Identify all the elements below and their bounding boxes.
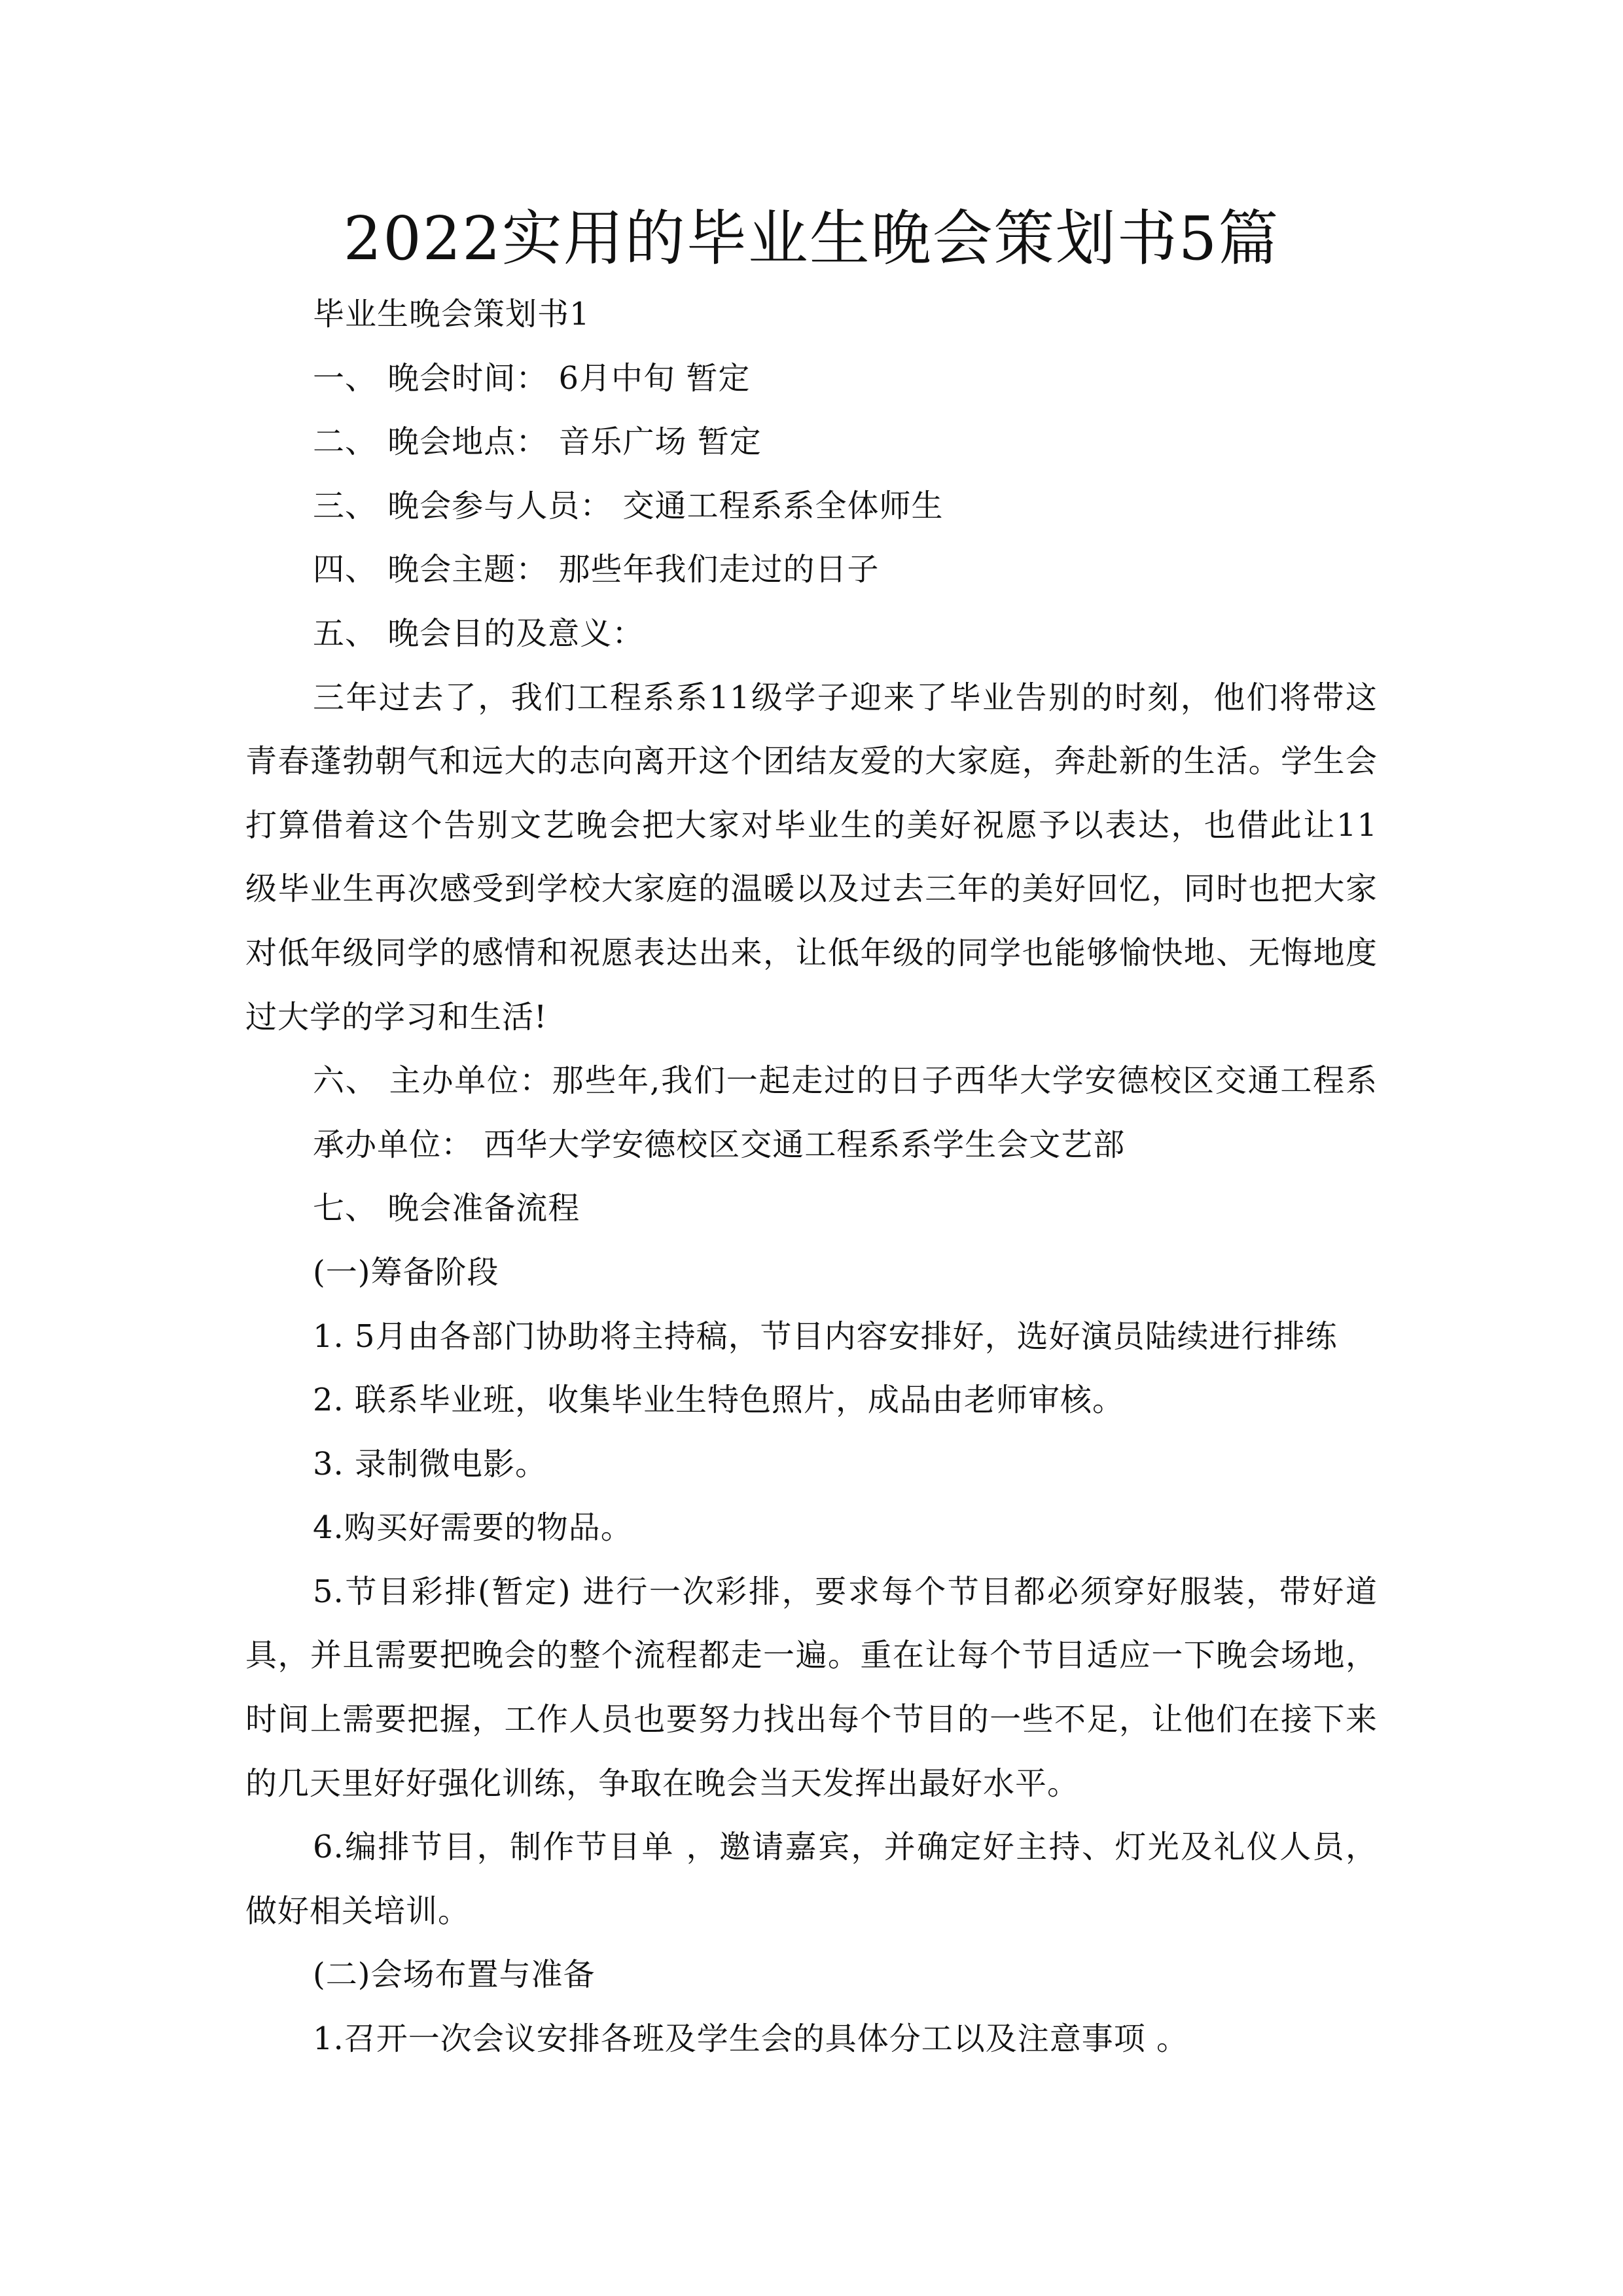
paragraph-line: 的几天里好好强化训练，争取在晚会当天发挥出最好水平。 bbox=[245, 1765, 1080, 1802]
step-item: 4.购买好需要的物品。 bbox=[313, 1509, 633, 1547]
paragraph-line: 级毕业生再次感受到学校大家庭的温暖以及过去三年的美好回忆，同时也把大家 bbox=[245, 870, 1378, 908]
step-item: 3. 录制微电影。 bbox=[313, 1445, 548, 1482]
step-item: 6.编排节目，制作节目单 ，邀请嘉宾，并确定好主持、灯光及礼仪人员， bbox=[313, 1829, 1378, 1866]
step-item: 1.召开一次会议安排各班及学生会的具体分工以及注意事项 。 bbox=[313, 2020, 1189, 2058]
step-item: 2. 联系毕业班，收集毕业生特色照片，成品由老师审核。 bbox=[313, 1382, 1125, 1419]
list-item-process: 七、 晚会准备流程 bbox=[313, 1190, 580, 1227]
list-item-host: 六、 主办单位：那些年,我们一起走过的日子西华大学安德校区交通工程系 bbox=[313, 1062, 1378, 1100]
list-item-time: 一、 晚会时间： 6月中旬 暂定 bbox=[313, 359, 751, 397]
paragraph-line: 三年过去了，我们工程系系11级学子迎来了毕业告别的时刻，他们将带这 bbox=[313, 679, 1378, 716]
paragraph-line: 过大学的学习和生活! bbox=[245, 998, 548, 1035]
subsection-heading: (一)筹备阶段 bbox=[313, 1253, 499, 1291]
paragraph-line: 青春蓬勃朝气和远大的志向离开这个团结友爱的大家庭，奔赴新的生活。学生会 bbox=[245, 743, 1378, 780]
subsection-heading: (二)会场布置与准备 bbox=[313, 1956, 596, 1994]
paragraph-line: 时间上需要把握，工作人员也要努力找出每个节目的一些不足，让他们在接下来 bbox=[245, 1701, 1378, 1738]
step-item: 1. 5月由各部门协助将主持稿，节目内容安排好，选好演员陆续进行排练 bbox=[313, 1318, 1338, 1355]
list-item-organizer: 承办单位： 西华大学安德校区交通工程系系学生会文艺部 bbox=[313, 1126, 1126, 1163]
list-item-purpose: 五、 晚会目的及意义： bbox=[313, 615, 645, 652]
step-item: 5.节目彩排(暂定) 进行一次彩排，要求每个节目都必须穿好服装，带好道 bbox=[313, 1573, 1378, 1610]
list-item-participants: 三、 晚会参与人员： 交通工程系系全体师生 bbox=[313, 487, 944, 524]
paragraph-line: 具，并且需要把晚会的整个流程都走一遍。重在让每个节目适应一下晚会场地， bbox=[245, 1637, 1378, 1674]
section-heading: 毕业生晚会策划书1 bbox=[313, 296, 590, 332]
document-title: 2022实用的毕业生晚会策划书5篇 bbox=[343, 204, 1280, 274]
list-item-theme: 四、 晚会主题： 那些年我们走过的日子 bbox=[313, 551, 880, 588]
document-body bbox=[245, 283, 1378, 2072]
paragraph-line: 对低年级同学的感情和祝愿表达出来，让低年级的同学也能够愉快地、无悔地度 bbox=[245, 934, 1378, 971]
paragraph-line: 做好相关培训。 bbox=[245, 1892, 471, 1929]
paragraph-line: 打算借着这个告别文艺晚会把大家对毕业生的美好祝愿予以表达，也借此让11 bbox=[245, 806, 1378, 844]
list-item-location: 二、 晚会地点： 音乐广场 暂定 bbox=[313, 423, 762, 461]
